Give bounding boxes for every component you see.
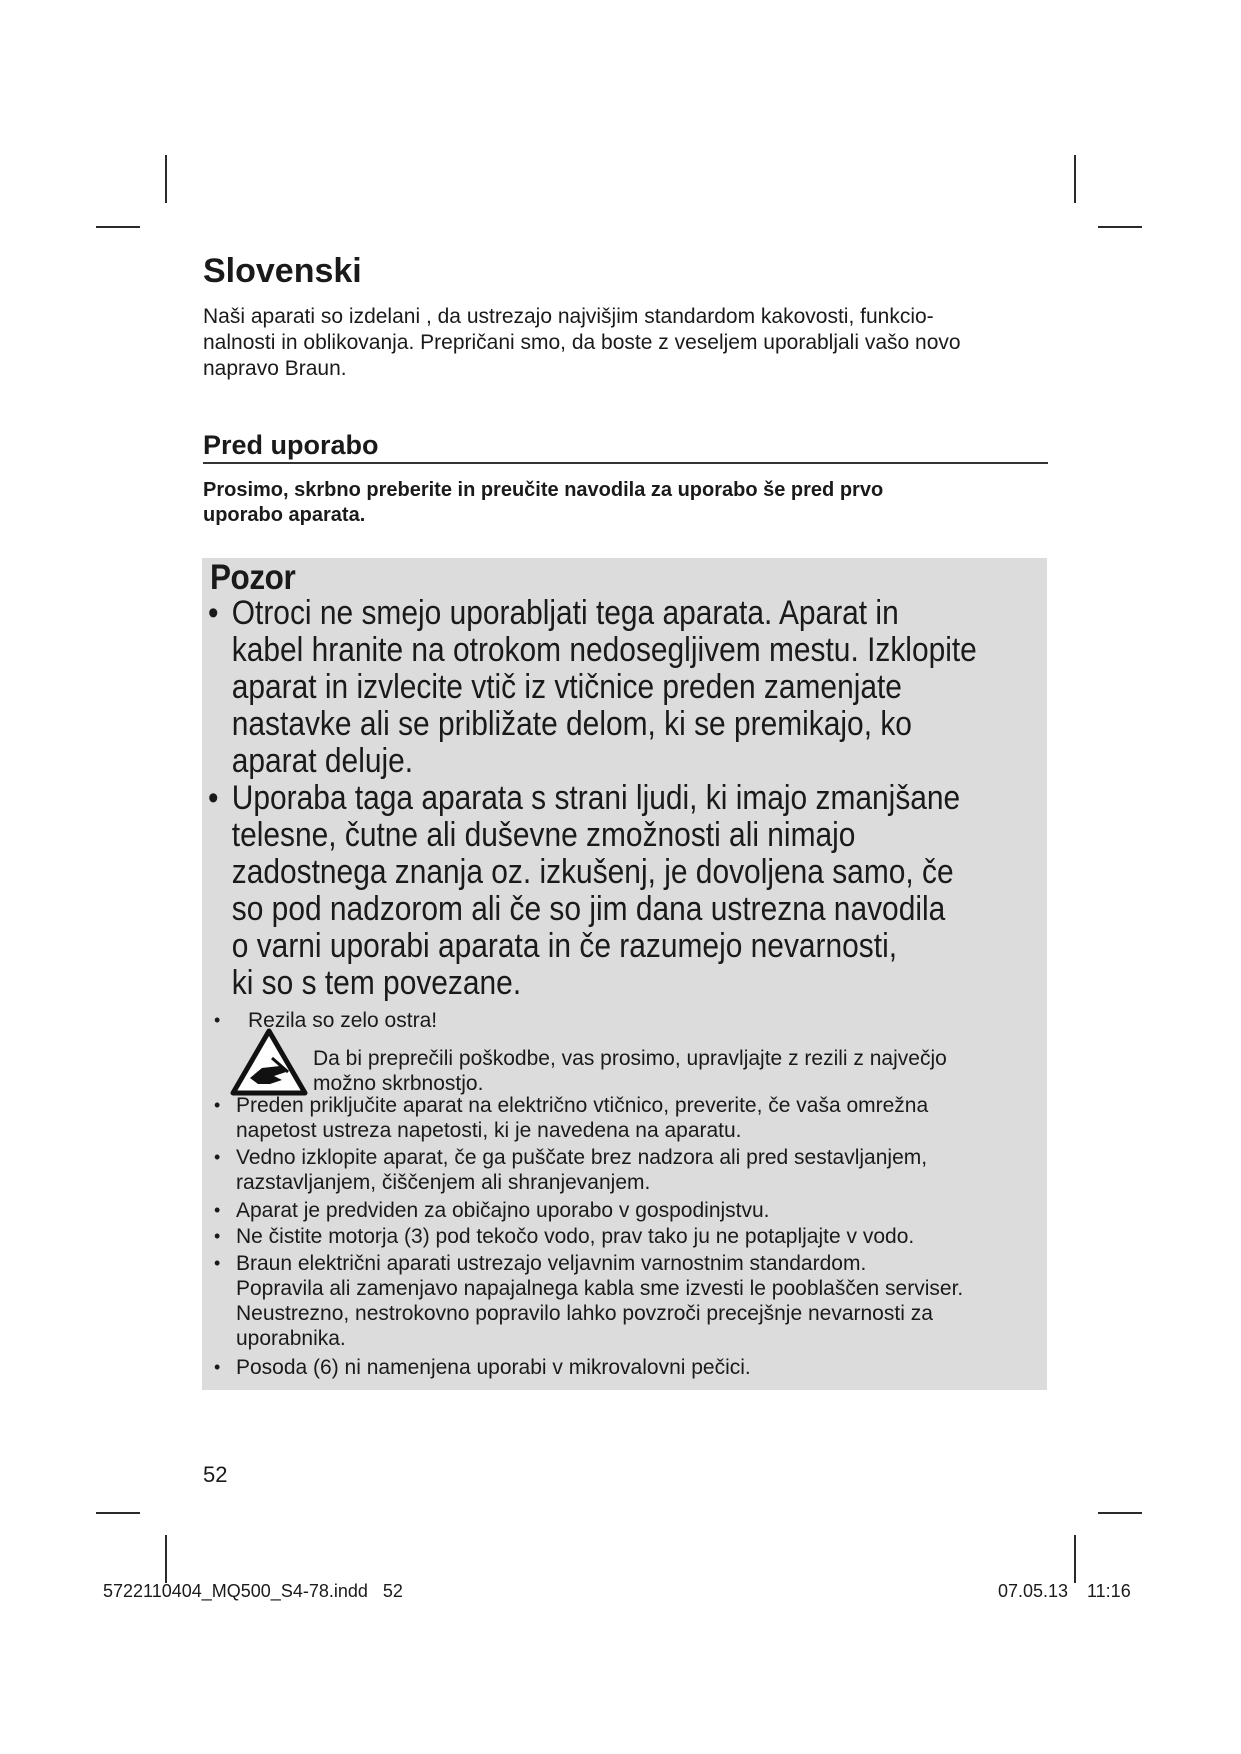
warning-item-text: Braun električni aparati ustrezajo veljavnim varnostnim standardom. Popravila ali zamenjavo napajalnega kabla sme izvesti le pooblaščen serviser. Neustrezno, nestrokovno popravilo lahko povzroči precejšnje nevarnosti za uporabnika. xyxy=(236,1252,964,1350)
bullet-icon: • xyxy=(214,1253,221,1273)
warning-item-water xyxy=(214,1224,1044,1249)
footer-time: 11:16 xyxy=(1087,1581,1131,1601)
bullet-icon: • xyxy=(208,779,219,817)
warning-item-text: Posoda (6) ni namenjena uporabi v mikrovalovni pečici. xyxy=(236,1356,751,1379)
hand-cut-hazard-icon xyxy=(230,1028,308,1096)
sharp-blades-title: Rezila so zelo ostra! xyxy=(248,1009,438,1032)
warning-item-safety-standards xyxy=(214,1251,1044,1351)
bullet-icon: • xyxy=(214,1147,221,1167)
crop-mark-top-right-vertical xyxy=(1074,155,1076,203)
crop-mark-bottom-right-horizontal xyxy=(1098,1512,1142,1514)
warning-item-text: Vedno izklopite aparat, če ga puščate brez nadzora ali pred sestavljanjem, razstavljanjem, čiščenjem ali shranjevanjem. xyxy=(236,1146,928,1194)
warning-item-text: Aparat je predviden za običajno uporabo v gospodinjstvu. xyxy=(236,1199,770,1222)
bullet-icon: • xyxy=(208,594,219,632)
bullet-icon: • xyxy=(214,1226,221,1246)
warning-item-switch-off xyxy=(214,1145,1044,1195)
intro-paragraph: Naši aparati so izdelani , da ustrezajo najvišjim standardom kakovosti, funkcio- nalnosti in oblikovanja. Prepričani smo, da boste z veseljem uporabljali vašo novo napravo Braun. xyxy=(203,305,961,380)
warning-item-microwave xyxy=(214,1355,1044,1380)
warning-item-text: Uporaba taga aparata s strani ljudi, ki imajo zmanjšane telesne, čutne ali duševne zmožnosti ali nimajo zadostnega znanja oz. izkušenj, je dovoljena samo, če so pod nadzorom ali če so jim dana ustrezna navodila o varni uporabi aparata in če razumejo nevarnosti, ki so s tem povezane. xyxy=(231,779,961,1002)
warning-item-text: Otroci ne smejo uporabljati tega aparata. Aparat in kabel hranite na otrokom nedosegljivem mestu. Izklopite aparat in izvlecite vtič iz vtičnice preden zamenjate nastavke ali se približate delom, ki se premikajo, ko aparat deluje. xyxy=(231,594,977,780)
bullet-icon: • xyxy=(214,1010,221,1030)
crop-mark-top-left-horizontal xyxy=(96,226,140,228)
crop-mark-top-left-vertical xyxy=(165,155,167,203)
warning-item-voltage xyxy=(214,1093,1044,1143)
crop-mark-top-right-horizontal xyxy=(1098,226,1142,228)
footer-file-name: 5722110404_MQ500_S4-78.indd 52 xyxy=(103,1581,403,1601)
footer-date: 07.05.13 xyxy=(998,1581,1069,1601)
bullet-icon: • xyxy=(214,1200,221,1220)
page-number: 52 xyxy=(203,1462,228,1487)
warning-item-reduced-capabilities xyxy=(208,780,982,1002)
bullet-icon: • xyxy=(214,1357,221,1377)
warning-item-sharp-blades xyxy=(214,1008,1044,1033)
crop-mark-bottom-left-horizontal xyxy=(96,1512,140,1514)
warning-item-household-use xyxy=(214,1198,1044,1223)
warning-item-children xyxy=(208,595,982,780)
warning-item-text: Preden priključite aparat na električno vtičnico, preverite, če vaša omrežna napetost ustreza napetosti, ki je navedena na aparatu. xyxy=(236,1094,929,1142)
sharp-blades-detail: Da bi preprečili poškodbe, vas prosimo, upravljajte z rezili z največjo možno skrbnostjo. xyxy=(313,1047,947,1095)
warning-box xyxy=(202,558,1047,1390)
warning-heading: Pozor xyxy=(210,558,296,597)
page-title: Slovenski xyxy=(203,252,362,290)
bullet-icon: • xyxy=(214,1095,221,1115)
before-use-instruction: Prosimo, skrbno preberite in preučite navodila za uporabo še pred prvo uporabo aparata. xyxy=(203,479,884,526)
section-heading-before-use: Pred uporabo xyxy=(203,430,1048,464)
crop-mark-bottom-left-vertical xyxy=(165,1535,167,1583)
crop-mark-bottom-right-vertical xyxy=(1074,1535,1076,1583)
warning-item-text: Ne čistite motorja (3) pod tekočo vodo, prav tako ju ne potapljajte v vodo. xyxy=(236,1225,915,1248)
